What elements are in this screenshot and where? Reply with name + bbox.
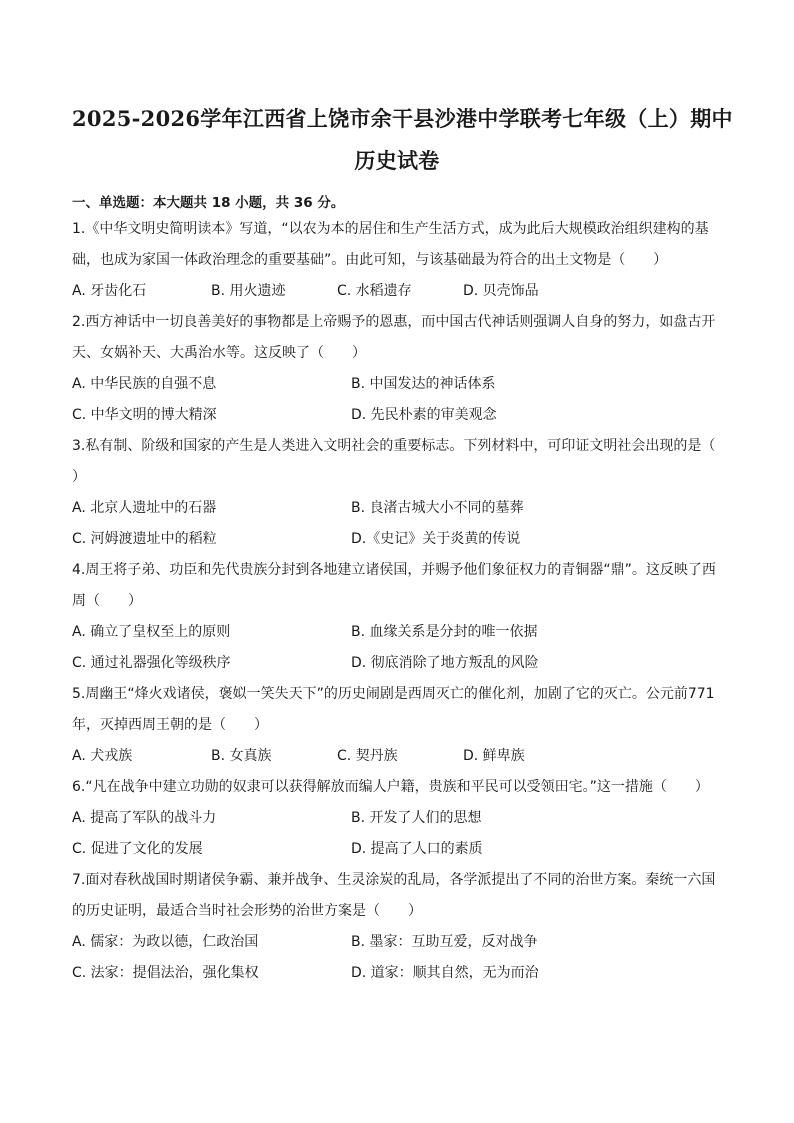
option-list	[72, 617, 722, 679]
option-a: A. 确立了皇权至上的原则	[72, 624, 231, 640]
question-stem: 7.面对春秋战国时期诸侯争霸、兼并战争、生灵涂炭的乱局，各学派提出了不同的治世方案。秦统一六国的历史证明，最适合当时社会形势的治世方案是（ ）	[72, 872, 716, 919]
question-3	[72, 431, 744, 555]
option-c: C. 促进了文化的发展	[72, 841, 203, 857]
option-list	[72, 803, 722, 865]
option-list	[72, 369, 722, 431]
option-d: D. 提高了人口的素质	[351, 841, 483, 857]
title-line-2: 历史试卷	[354, 148, 440, 173]
option-d: D.《史记》关于炎黄的传说	[351, 531, 521, 547]
option-a: A. 北京人遗址中的石器	[72, 500, 217, 516]
title-line-1: 2025-2026学年江西省上饶市余干县沙港中学联考七年级（上）期中	[72, 106, 733, 131]
question-stem: 3.私有制、阶级和国家的产生是人类进入文明社会的重要标志。下列材料中，可印证文明社会出现的是（ ）	[72, 438, 744, 485]
option-b: B. 开发了人们的思想	[351, 810, 482, 826]
option-b: B. 血缘关系是分封的唯一依据	[351, 624, 538, 640]
section-heading: 一、单选题：本大题共 18 小题，共 36 分。	[72, 195, 345, 211]
option-a: A. 牙齿化石	[72, 283, 147, 299]
question-stem: 6.“凡在战争中建立功勋的奴隶可以获得解放而编人户籍，贵族和平民可以受领田宅。”这一措施（ ）	[72, 779, 709, 795]
option-c: C. 法家：提倡法治，强化集权	[72, 965, 259, 981]
option-c: C. 河姆渡遗址中的稻粒	[72, 531, 217, 547]
question-7	[72, 865, 722, 989]
option-list	[72, 927, 722, 989]
option-a: A. 犬戎族	[72, 748, 133, 764]
option-d: D. 道家：顺其自然，无为而治	[351, 965, 539, 981]
option-d: D. 先民朴素的审美观念	[351, 407, 497, 423]
option-list	[72, 276, 722, 307]
option-d: D. 贝壳饰品	[463, 283, 539, 299]
option-b: B. 女真族	[211, 748, 272, 764]
option-a: A. 提高了军队的战斗力	[72, 810, 217, 826]
option-a: A. 儒家：为政以德，仁政治国	[72, 934, 259, 950]
option-d: D. 鲜卑族	[463, 748, 525, 764]
option-b: B. 墨家：互助互爱，反对战争	[351, 934, 538, 950]
question-2	[72, 307, 722, 431]
question-stem: 1.《中华文明史简明读本》写道，“以农为本的居住和生产生活方式，成为此后大规模政治组织建构的基础，也成为家国一体政治理念的重要基础”。由此可知，与该基础最为符合的出土文物是（ ）	[72, 221, 709, 268]
question-6	[72, 772, 722, 865]
question-1	[72, 214, 722, 307]
option-b: B. 用火遗迹	[211, 283, 286, 299]
option-c: C. 通过礼器强化等级秩序	[72, 655, 231, 671]
exam-title	[72, 0, 733, 182]
question-stem: 5.周幽王“烽火戏诸侯，褒姒一笑失天下”的历史闹剧是西周灭亡的催化剂，加剧了它的灭亡。公元前771年，灭掉西周王朝的是（ ）	[72, 686, 715, 733]
question-stem: 2.西方神话中一切良善美好的事物都是上帝赐予的恩惠，而中国古代神话则强调人自身的努力，如盘古开天、女娲补天、大禹治水等。这反映了（ ）	[72, 314, 716, 361]
question-stem: 4.周王将子弟、功臣和先代贵族分封到各地建立诸侯国，并赐予他们象征权力的青铜器“鼎”。这反映了西周（ ）	[72, 562, 716, 609]
option-d: D. 彻底消除了地方叛乱的风险	[351, 655, 539, 671]
option-c: C. 水稻遗存	[337, 283, 412, 299]
question-4	[72, 555, 722, 679]
option-c: C. 契丹族	[337, 748, 398, 764]
option-list	[72, 741, 722, 772]
option-list	[72, 493, 722, 555]
option-c: C. 中华文明的博大精深	[72, 407, 217, 423]
option-b: B. 良渚古城大小不同的墓葬	[351, 500, 524, 516]
question-5	[72, 679, 722, 772]
option-b: B. 中国发达的神话体系	[351, 376, 496, 392]
option-a: A. 中华民族的自强不息	[72, 376, 217, 392]
